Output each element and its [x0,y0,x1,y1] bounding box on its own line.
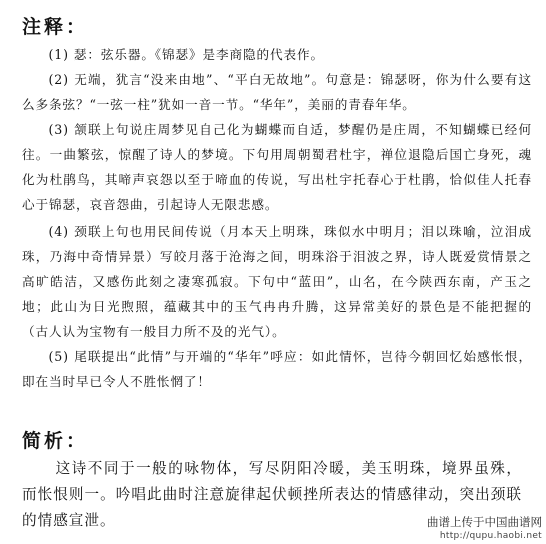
watermark [427,514,542,542]
analysis-heading: 简析： [22,430,89,452]
watermark-url: http://qupu.haobi.net [439,531,542,541]
notes-heading: 注释： [22,16,89,38]
note-3: (3) 颔联上句说庄周梦见自己化为蝴蝶而自适，梦醒仍是庄周，不知蝴蝶已经何往。一曲繁弦，惊醒了诗人的梦境。下句用周朝蜀君杜宇，禅位退隐后国亡身死，魂化为杜鹃鸟，其啼声哀怨以至于啼血的传说，写出杜宇托春心于杜鹃，恰似佳人托春心于锦瑟，哀音怨曲，引起诗人无限悲感。 [22,122,532,212]
analysis-paragraph: 这诗不同于一般的咏物体，写尽阴阳冷暖，美玉明珠，境界虽殊，而怅恨则一。吟唱此曲时注意旋律起伏顿挫所表达的情感律动，突出颈联的情感宣泄。 [22,460,522,529]
note-2: (2) 无端，犹言“没来由地”、“平白无故地”。句意是：锦瑟呀，你为什么要有这么多条弦？“一弦一柱”犹如一音一节。“华年”，美丽的青春年华。 [22,72,532,112]
note-4: (4) 颈联上句也用民间传说（月本天上明珠，珠似水中明月；泪以珠喻，泣泪成珠，乃海中奇情异景）写皎月落于沧海之间，明珠浴于泪波之界，诗人既爱赏情景之高旷皓洁，又感伤此刻之凄寒孤寂。下句中“蓝田”，山名，在今陕西东南，产玉之地；此山为日光煦照，蕴藏其中的玉气冉冉升腾，这异常美好的景色是不能把握的（古人认为宝物有一般目力所不及的光气）。 [22,224,532,339]
note-1: (1) 瑟：弦乐器。《锦瑟》是李商隐的代表作。 [48,47,324,62]
watermark-site-name: 曲谱上传于中国曲谱网 [427,515,542,529]
note-5: (5) 尾联提出“此情”与开端的“华年”呼应：如此情怀，岂待今朝回忆始感怅恨，即在当时早已令人不胜怅惘了！ [22,349,532,389]
